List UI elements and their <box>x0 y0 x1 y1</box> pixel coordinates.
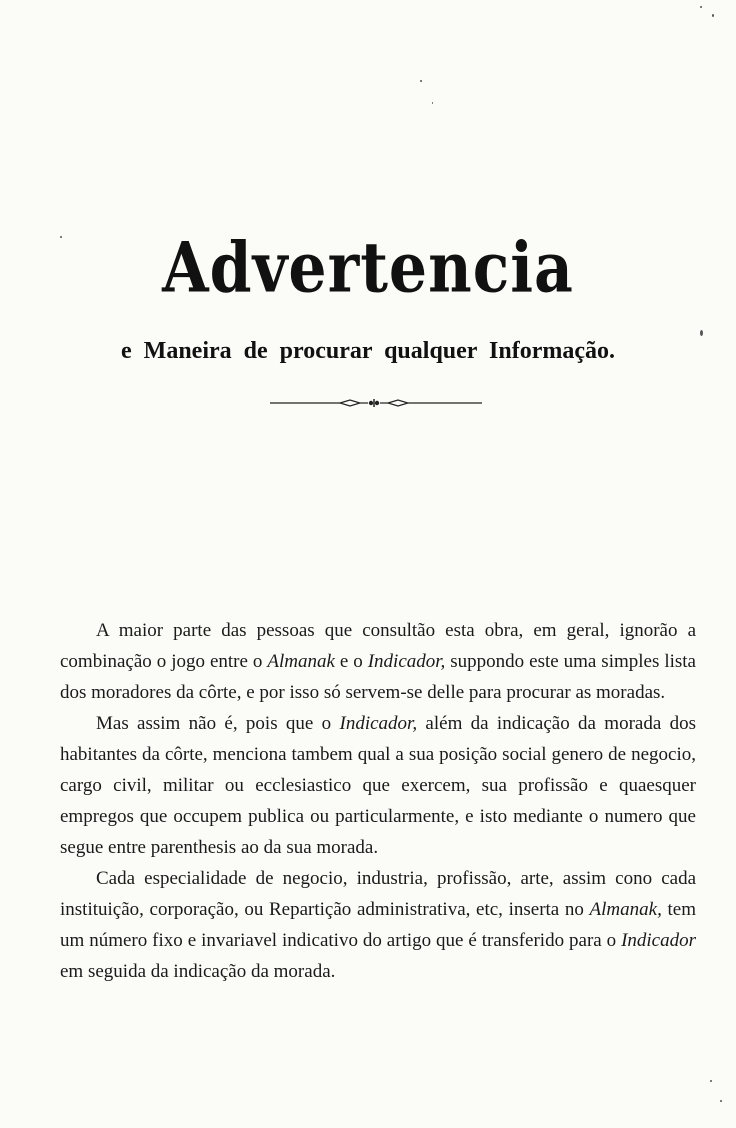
text-run: além da indicação da morada dos habitantes da côrte, menciona tambem qual a sua posição social genero de negocio, cargo civil, militar ou ecclesiastico que exercem, sua profissão e quaesquer empregos que occupem publica ou particularmente, e isto mediante o numero que segue entre parenthesis ao da sua morada. <box>60 713 696 858</box>
scan-speck <box>720 1100 722 1102</box>
italic-run: Indicador, <box>367 651 446 672</box>
italic-run: Indicador <box>621 930 696 951</box>
page-subtitle: e Maneira de procurar qualquer Informação. <box>121 338 615 364</box>
scan-speck <box>420 80 422 82</box>
paragraph <box>60 708 696 863</box>
text-run: em seguida da indicação da morada. <box>60 961 336 982</box>
scan-speck <box>60 236 62 238</box>
text-run: e o <box>334 651 368 672</box>
italic-run: Almanak <box>267 651 335 672</box>
paragraph <box>60 863 696 987</box>
scan-speck <box>700 330 703 336</box>
italic-run: Indicador, <box>339 713 418 734</box>
scan-speck <box>700 6 702 8</box>
ornament-divider <box>270 396 482 410</box>
text-run: tem um número fixo e invariavel indicativo do artigo que é transferido para o <box>60 899 696 951</box>
scan-speck <box>710 1080 712 1082</box>
scan-speck <box>432 102 433 104</box>
paragraph <box>60 615 696 708</box>
text-run: A maior parte das pessoas que consultão esta obra, em geral, ignorão a combinação o jogo entre o <box>60 620 696 672</box>
scan-speck <box>712 14 714 17</box>
italic-run: Almanak, <box>589 899 662 920</box>
page-title: Advertencia <box>162 228 574 309</box>
body-text <box>60 615 696 987</box>
text-run: Mas assim não é, pois que o <box>96 713 340 734</box>
text-run: suppondo este uma simples lista dos moradores da côrte, e por isso só servem-se delle para procurar as moradas. <box>60 651 696 703</box>
text-run: Cada especialidade de negocio, industria, profissão, arte, assim cono cada instituição, corporação, ou Repartição administrativa, etc, inserta no <box>60 868 696 920</box>
